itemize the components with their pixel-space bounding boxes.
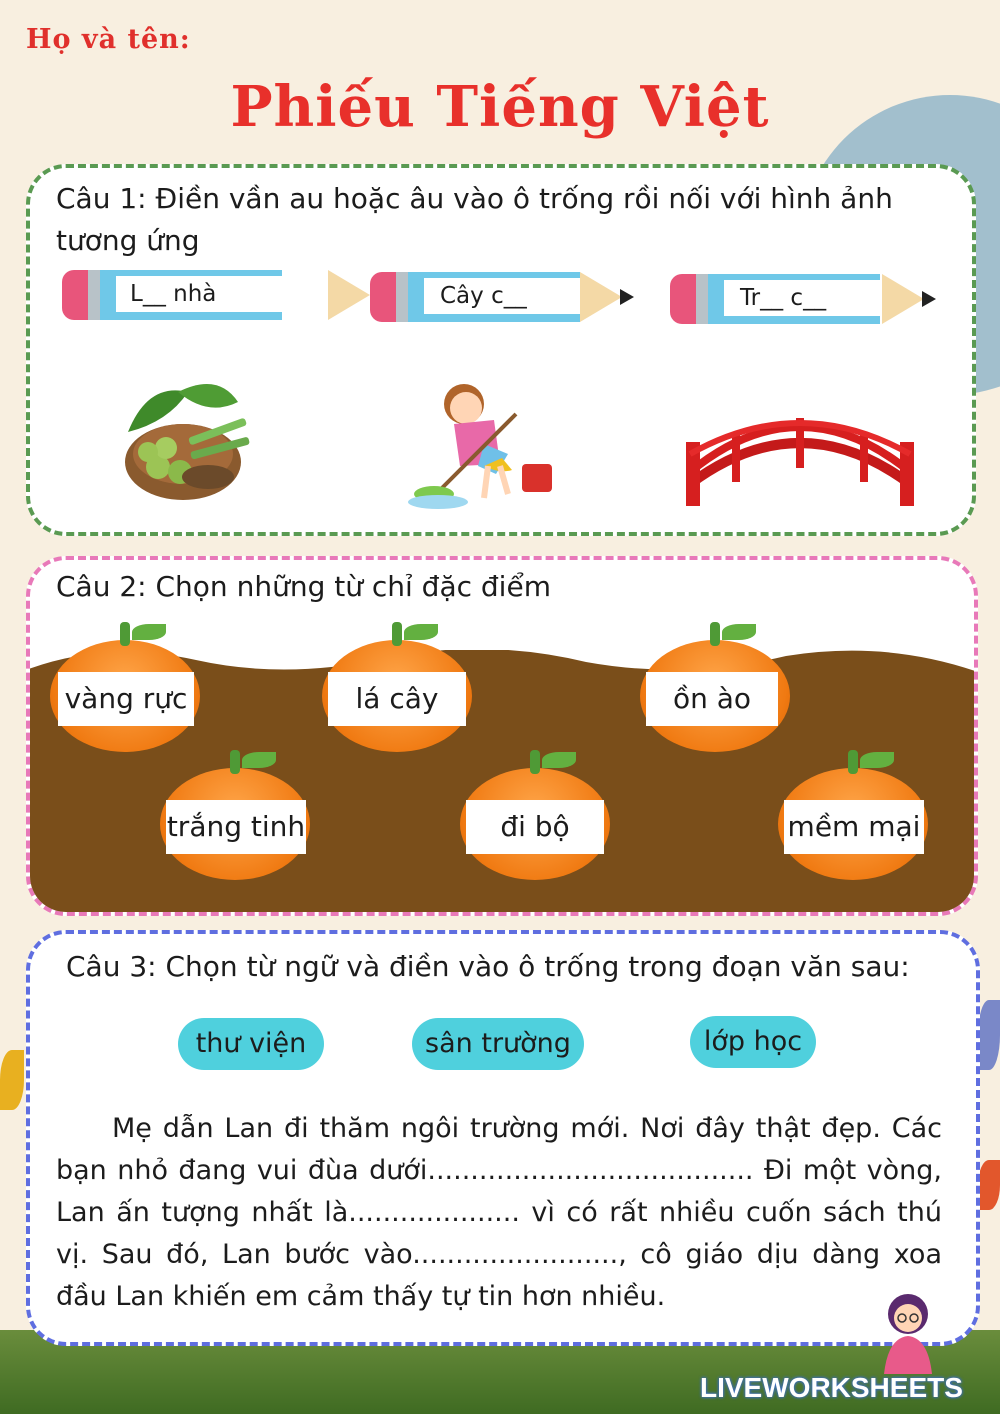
pencil-tip	[882, 274, 924, 324]
pencil-eraser	[670, 274, 696, 324]
pencil-lead	[620, 289, 634, 305]
question-1-prompt	[56, 178, 956, 262]
pencil-eraser	[62, 270, 88, 320]
word-option[interactable]: trắng tinh	[166, 800, 306, 854]
background-leaf-right	[978, 1000, 1000, 1070]
liveworksheets-logo: LIVEWORKSHEETS	[700, 1372, 963, 1403]
pencil-word-2[interactable]: Cây c__	[424, 278, 598, 314]
choice-chip[interactable]: thư viện	[178, 1018, 324, 1070]
paragraph-text: Mẹ dẫn Lan đi thăm ngôi trường mới. Nơi đây thật đẹp. Các bạn nhỏ đang vui đùa dưới...................................... Đi một vòng, Lan ấn tượng nhất là.................... vì có rất nhiều cuốn sách thú vị. Sau đó, Lan bước vào........................, cô giáo dịu dàng xoa đầu Lan khiến em cảm thấy tự tin hơn nhiều.	[56, 1113, 942, 1312]
pencil-word-1[interactable]: L__ nhà	[116, 276, 324, 312]
pencil-word-3[interactable]: Tr__ c__	[724, 280, 902, 316]
question-1-prompt-line2: tương ứng	[56, 224, 200, 257]
pencil-3	[670, 274, 934, 324]
page-title: Phiếu Tiếng Việt	[230, 74, 770, 140]
pencil-band	[88, 270, 100, 320]
background-flower-right	[978, 1160, 1000, 1210]
red-bridge-image[interactable]	[682, 402, 918, 506]
betel-basket-image[interactable]	[108, 372, 258, 507]
pencil-eraser	[370, 272, 396, 322]
pencil-lead	[922, 291, 936, 307]
word-option[interactable]: ồn ào	[646, 672, 778, 726]
pencil-tip	[328, 270, 370, 320]
fill-in-paragraph	[56, 1108, 942, 1318]
question-1-prompt-line1: Câu 1: Điền vần au hoặc âu vào ô trống rồi nối với hình ảnh	[56, 182, 893, 215]
name-label: Họ và tên:	[26, 24, 191, 55]
girl-mopping-image[interactable]	[404, 374, 556, 514]
word-option[interactable]: đi bộ	[466, 800, 604, 854]
background-leaf-left	[0, 1050, 24, 1110]
pencil-band	[696, 274, 708, 324]
pencil-1	[62, 270, 326, 320]
choice-chip[interactable]: lớp học	[690, 1016, 816, 1068]
pencil-2	[370, 272, 634, 322]
teacher-illustration	[870, 1292, 946, 1374]
question-3-prompt: Câu 3: Chọn từ ngữ và điền vào ô trống trong đoạn văn sau:	[66, 950, 910, 983]
word-option[interactable]: lá cây	[328, 672, 466, 726]
question-2-prompt: Câu 2: Chọn những từ chỉ đặc điểm	[56, 570, 551, 603]
pencil-tip	[580, 272, 622, 322]
choice-chip[interactable]: sân trường	[412, 1018, 584, 1070]
pencil-band	[396, 272, 408, 322]
word-option[interactable]: vàng rực	[58, 672, 194, 726]
word-option[interactable]: mềm mại	[784, 800, 924, 854]
